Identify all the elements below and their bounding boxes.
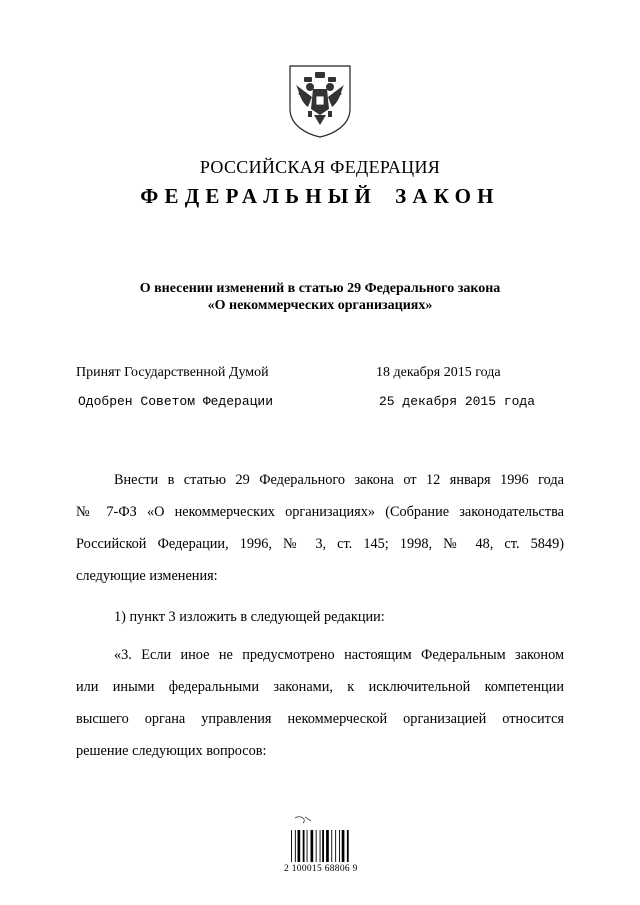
barcode-bar (326, 830, 329, 862)
paragraph-item-1-text: 1) пункт 3 изложить в следующей редакции: (114, 609, 385, 625)
barcode-bar (316, 830, 317, 862)
paragraph-quote-line-3: высшего органа управления некоммерческой организацией относится (76, 711, 564, 727)
paragraph-quote-line-4: решение следующих вопросов: (76, 743, 267, 759)
paragraph-item-1 (76, 607, 564, 627)
paragraph-quote-line-2: или иными федеральными законами, к исключительной компетенции (76, 679, 564, 695)
paragraph-intro-line-2: № 7-ФЗ «О некоммерческих организациях» (Собрание законодательства (76, 504, 564, 520)
coat-of-arms-icon (286, 63, 354, 139)
barcode-bar (347, 830, 349, 862)
duma-adoption-date: 18 декабря 2015 года (376, 365, 501, 380)
barcode-bar (335, 830, 336, 862)
paragraph-intro-line-1: Внести в статью 29 Федерального закона от 12 января 1996 года (114, 472, 564, 488)
barcode-bar (291, 830, 292, 862)
paragraph-intro (76, 470, 564, 598)
law-title (0, 280, 640, 314)
document-type (0, 184, 640, 209)
paragraph-intro-line-4: следующие изменения: (76, 568, 218, 584)
law-title-line-2: «О некоммерческих организациях» (207, 298, 433, 313)
law-title-line-1: О внесении изменений в статью 29 Федерального закона (139, 281, 501, 296)
barcode-bar (339, 830, 340, 862)
barcode-bar (307, 830, 308, 862)
paragraph-quote (76, 645, 564, 773)
paragraph-intro-line-3: Российской Федерации, 1996, № 3, ст. 145; 1998, № 48, ст. 5849) (76, 536, 564, 552)
barcode-bar (298, 830, 301, 862)
barcode-bar (303, 830, 305, 862)
document-type-word-2: ЗАКОН (395, 184, 500, 208)
barcode-bar (342, 830, 345, 862)
barcode-bar (311, 830, 314, 862)
council-approval-label: Одобрен Советом Федерации (78, 394, 274, 409)
barcode-number: 2 100015 68806 9 (284, 864, 358, 874)
duma-adoption-label: Принят Государственной Думой (76, 365, 269, 380)
barcode-bar (320, 830, 321, 862)
barcode-bar (331, 830, 332, 862)
country-name: РОССИЙСКАЯ ФЕДЕРАЦИЯ (199, 157, 441, 177)
barcode-bar (295, 830, 296, 862)
council-approval-date: 25 декабря 2015 года (379, 394, 536, 409)
paragraph-quote-line-1: «3. Если иное не предусмотрено настоящим Федеральным законом (114, 647, 564, 663)
barcode-bar (322, 830, 324, 862)
document-type-word-1: ФЕДЕРАЛЬНЫЙ (140, 184, 378, 208)
